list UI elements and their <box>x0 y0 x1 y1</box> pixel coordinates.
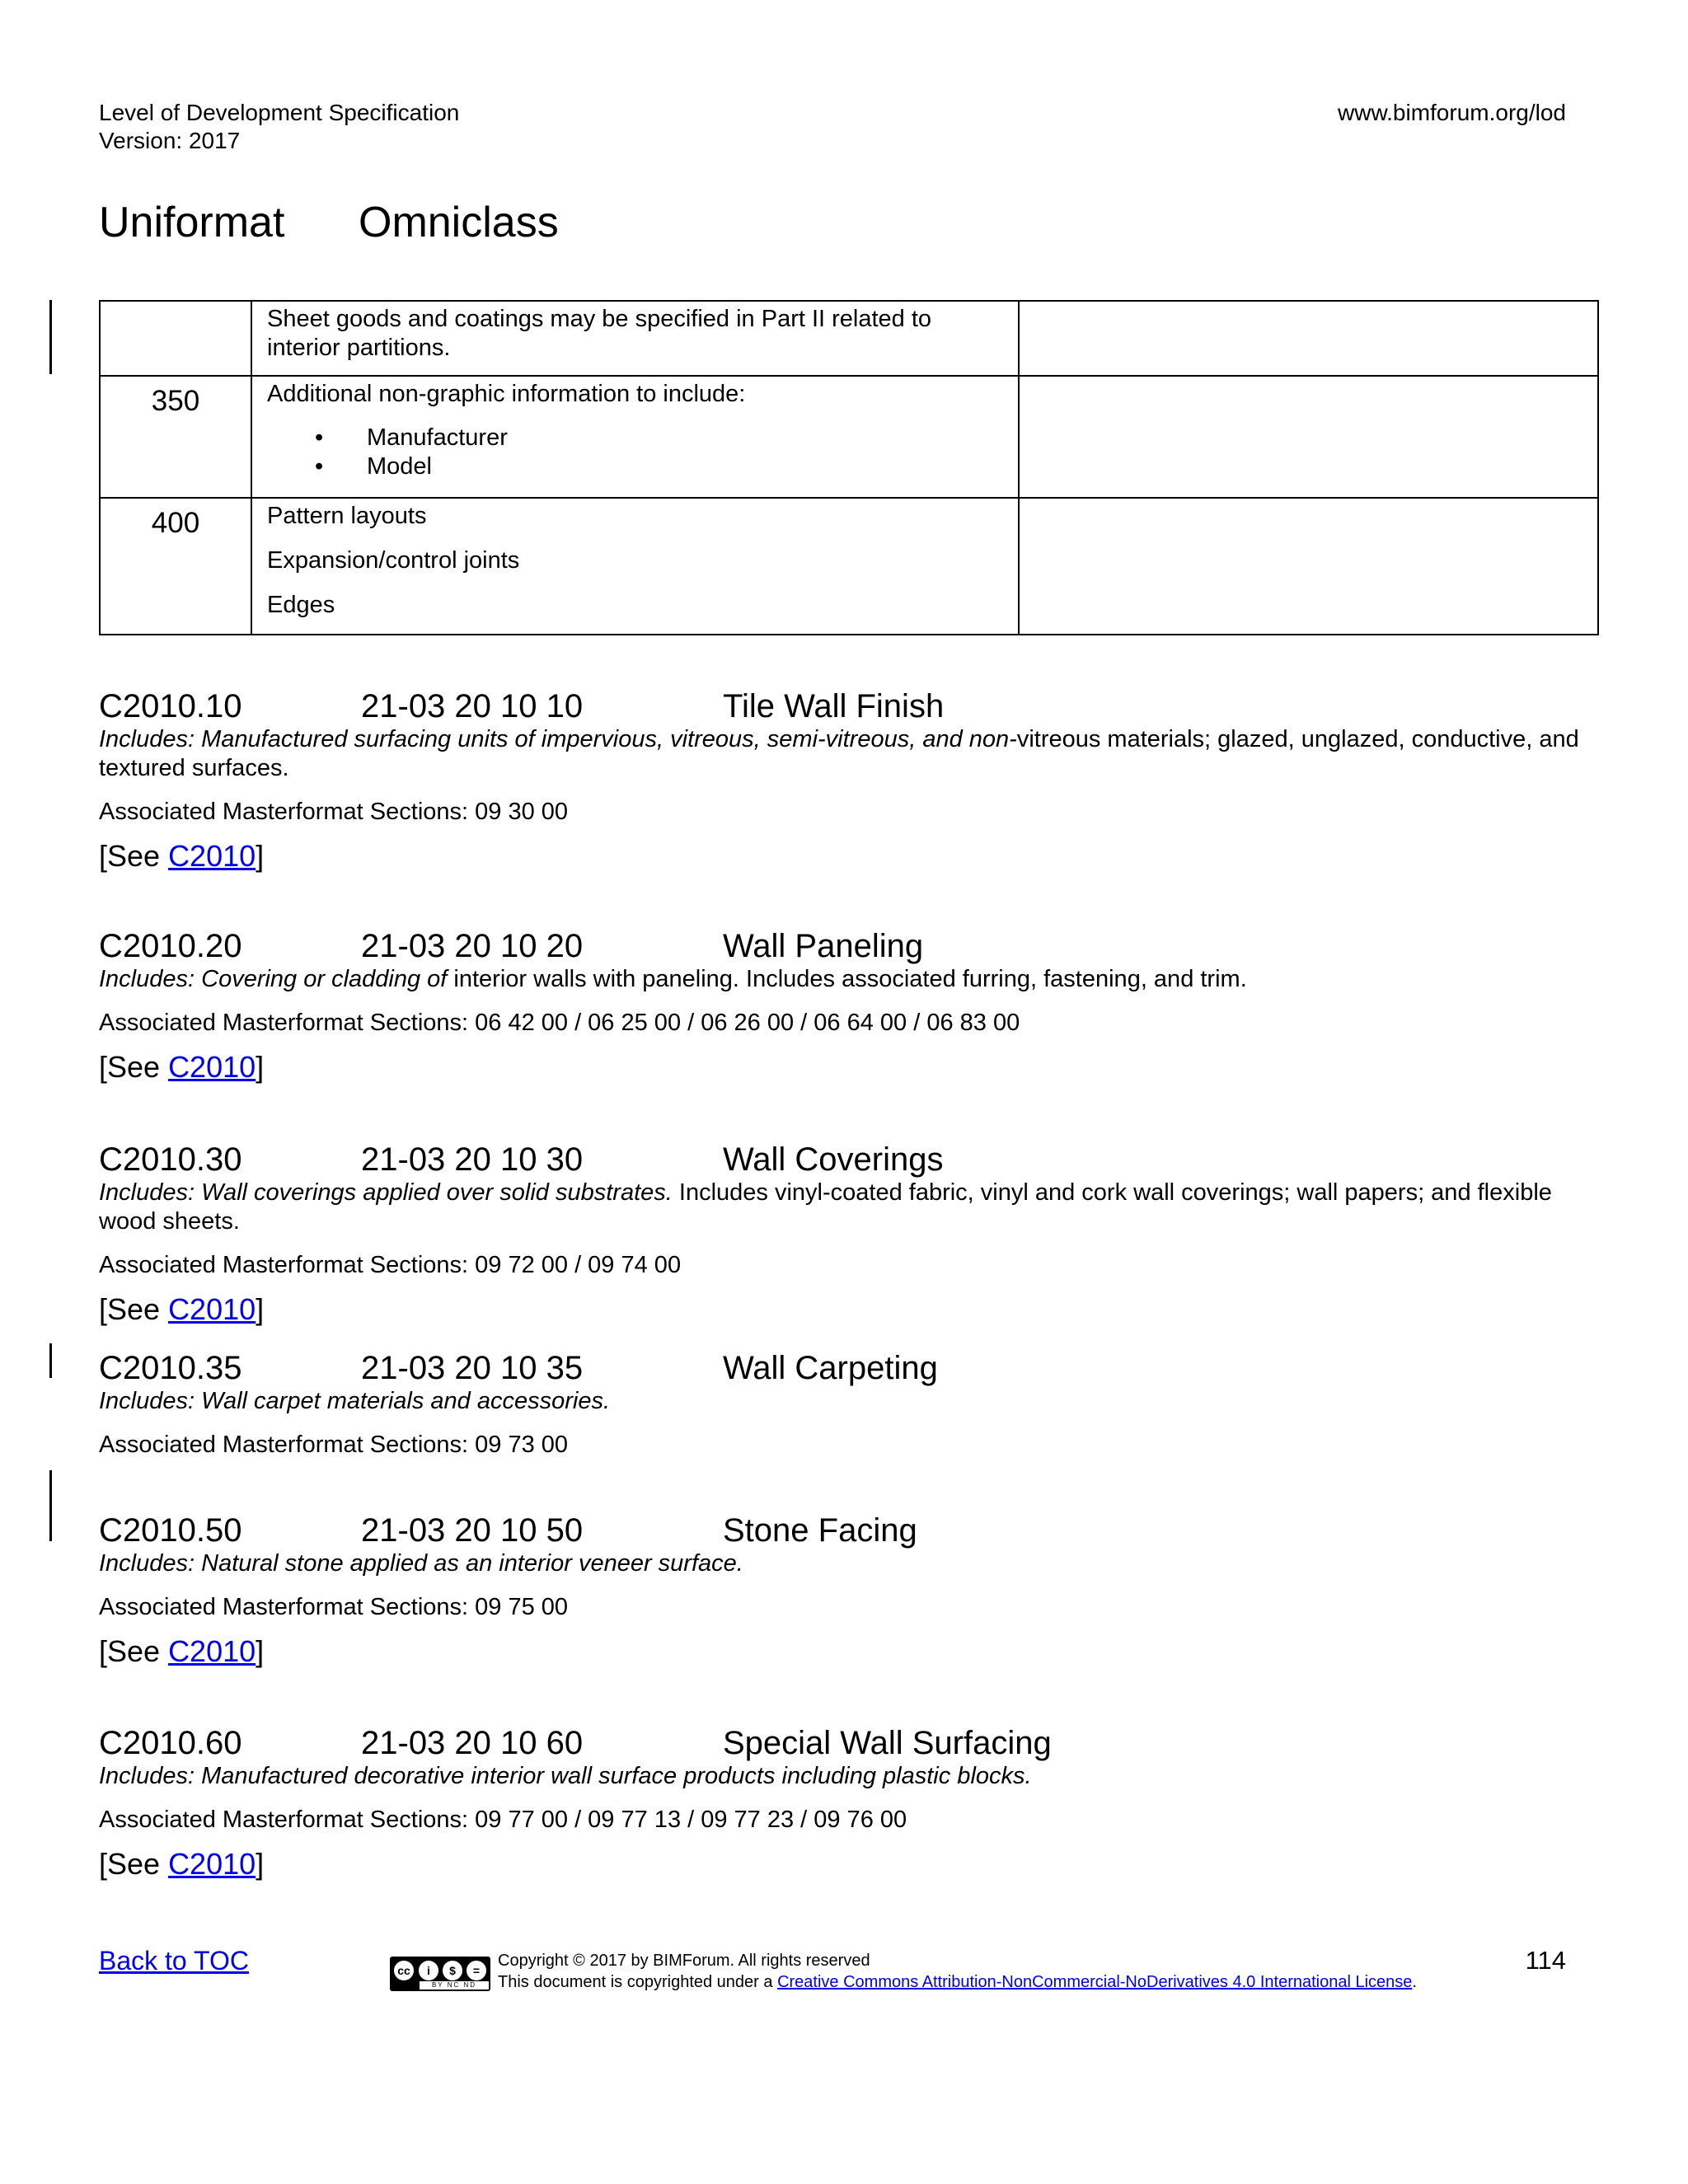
doc-title: Level of Development Specification <box>99 100 460 125</box>
page-number: 114 <box>1525 1946 1566 1975</box>
section-c2010-50 <box>99 1511 1599 1670</box>
noderivatives-icon: = <box>465 1959 488 1982</box>
includes-text <box>99 1762 1599 1791</box>
includes-lead: Includes: Wall carpet materials and accessories. <box>99 1388 611 1414</box>
masterformat-sections: Associated Masterformat Sections: 09 75 00 <box>99 1594 569 1620</box>
uniformat-code: C2010.20 <box>99 928 242 964</box>
section-title: Wall Carpeting <box>723 1350 938 1386</box>
see-suffix: ] <box>256 1847 265 1881</box>
omniclass-code: 21-03 20 10 30 <box>361 1141 584 1178</box>
uniformat-code: C2010.30 <box>99 1141 242 1178</box>
section-title: Wall Coverings <box>723 1141 944 1178</box>
see-c2010-link[interactable]: C2010 <box>168 839 256 873</box>
section-heading <box>99 1511 1599 1549</box>
lod-table <box>99 300 1599 635</box>
list-item <box>267 452 1003 481</box>
doc-version: Version: 2017 <box>99 128 241 153</box>
section-heading <box>99 927 1599 965</box>
see-reference <box>99 1049 1599 1085</box>
list-item-text: Model <box>367 453 432 480</box>
includes-text <box>99 965 1599 994</box>
section-c2010-35 <box>99 1349 1599 1460</box>
see-c2010-link[interactable]: C2010 <box>168 1847 256 1881</box>
includes-rest: vitreous materials; glazed, unglazed, conductive, and textured surfaces. <box>99 726 1579 781</box>
license-notice <box>498 1971 1417 1993</box>
header-url: www.bimforum.org/lod <box>1338 100 1566 125</box>
copyright-notice: Copyright © 2017 by BIMForum. All rights reserved <box>498 1952 870 1970</box>
level-cell: 400 <box>100 498 251 635</box>
see-prefix: [See <box>99 1050 169 1084</box>
see-reference <box>99 1291 1599 1328</box>
section-c2010-30 <box>99 1141 1599 1328</box>
section-title: Tile Wall Finish <box>723 688 945 724</box>
omniclass-code: 21-03 20 10 50 <box>361 1512 584 1549</box>
list-item <box>267 424 1003 452</box>
see-c2010-link[interactable]: C2010 <box>168 1292 256 1326</box>
masterformat-sections: Associated Masterformat Sections: 09 72 00 / 09 74 00 <box>99 1252 682 1278</box>
section-title: Special Wall Surfacing <box>723 1725 1052 1761</box>
table-row <box>100 376 1598 498</box>
see-prefix: [See <box>99 839 169 873</box>
back-to-toc-link[interactable]: Back to TOC <box>99 1946 249 1975</box>
uniformat-code: C2010.10 <box>99 688 242 724</box>
section-title: Stone Facing <box>723 1512 917 1549</box>
section-heading <box>99 1141 1599 1179</box>
includes-text <box>99 725 1599 783</box>
see-c2010-link[interactable]: C2010 <box>168 1050 256 1084</box>
notes-cell <box>1019 498 1598 635</box>
change-bar <box>49 1343 52 1378</box>
license-prefix: This document is copyrighted under a <box>498 1973 778 1991</box>
section-heading <box>99 687 1599 725</box>
see-c2010-link[interactable]: C2010 <box>168 1634 256 1668</box>
level-cell <box>100 301 251 376</box>
masterformat-sections: Associated Masterformat Sections: 09 77 00 / 09 77 13 / 09 77 23 / 09 76 00 <box>99 1807 907 1833</box>
license-link[interactable]: Creative Commons Attribution-NonCommercial-NoDerivatives 4.0 International License <box>777 1973 1413 1991</box>
omniclass-code: 21-03 20 10 35 <box>361 1350 584 1386</box>
cc-icon: cc <box>392 1959 415 1982</box>
section-title: Wall Paneling <box>723 928 924 964</box>
see-prefix: [See <box>99 1847 169 1881</box>
see-suffix: ] <box>256 1634 265 1668</box>
see-suffix: ] <box>256 1292 265 1326</box>
change-bar <box>49 300 52 374</box>
omniclass-code: 21-03 20 10 60 <box>361 1725 584 1761</box>
table-row <box>100 301 1598 376</box>
section-heading <box>99 1349 1599 1387</box>
includes-lead: Includes: Covering or cladding of <box>99 966 454 992</box>
level-cell: 350 <box>100 376 251 498</box>
see-suffix: ] <box>256 839 265 873</box>
page-title-uniformat: Uniformat <box>99 199 285 246</box>
notes-cell <box>1019 376 1598 498</box>
see-reference <box>99 838 1599 874</box>
badge-tags: BY NC ND <box>420 1981 489 1990</box>
includes-rest: interior walls with paneling. Includes associated furring, fastening, and trim. <box>453 966 1247 992</box>
includes-text <box>99 1387 1599 1416</box>
see-prefix: [See <box>99 1292 169 1326</box>
change-bar <box>49 1470 52 1541</box>
includes-lead: Includes: Wall coverings applied over solid substrates. <box>99 1179 673 1206</box>
row-text: Additional non-graphic information to include: <box>267 381 746 407</box>
includes-rest: Includes vinyl-coated fabric, vinyl and cork wall coverings; wall papers; and flexible wood sheets. <box>99 1179 1552 1235</box>
includes-text <box>99 1179 1599 1236</box>
masterformat-sections: Associated Masterformat Sections: 09 30 00 <box>99 799 569 825</box>
row-text: Edges <box>267 592 335 618</box>
bullet-icon: • <box>315 453 324 480</box>
bullet-list <box>267 424 1003 481</box>
row-text: Sheet goods and coatings may be specified in Part II related to interior partitions. <box>267 306 932 361</box>
list-item-text: Manufacturer <box>367 424 508 451</box>
page-title-omniclass: Omniclass <box>359 199 559 246</box>
uniformat-code: C2010.50 <box>99 1512 242 1549</box>
see-reference <box>99 1633 1599 1670</box>
creative-commons-badge-icon <box>390 1957 490 1991</box>
description-cell <box>251 301 1019 376</box>
row-text: Pattern layouts <box>267 503 427 529</box>
uniformat-code: C2010.35 <box>99 1350 242 1386</box>
section-c2010-10 <box>99 687 1599 874</box>
includes-text <box>99 1549 1599 1578</box>
uniformat-code: C2010.60 <box>99 1725 242 1761</box>
section-heading <box>99 1724 1599 1762</box>
see-prefix: [See <box>99 1634 169 1668</box>
masterformat-sections: Associated Masterformat Sections: 06 42 00 / 06 25 00 / 06 26 00 / 06 64 00 / 06 83 00 <box>99 1010 1020 1036</box>
masterformat-sections: Associated Masterformat Sections: 09 73 00 <box>99 1432 569 1458</box>
section-c2010-20 <box>99 927 1599 1085</box>
table-row <box>100 498 1598 635</box>
omniclass-code: 21-03 20 10 10 <box>361 688 584 724</box>
notes-cell <box>1019 301 1598 376</box>
bullet-icon: • <box>315 424 324 451</box>
row-text: Expansion/control joints <box>267 547 520 574</box>
attribution-icon: i <box>417 1959 440 1982</box>
see-reference <box>99 1846 1599 1882</box>
includes-lead: Includes: Manufactured surfacing units of impervious, vitreous, semi-vitreous, and non- <box>99 726 1017 752</box>
description-cell <box>251 376 1019 498</box>
section-c2010-60 <box>99 1724 1599 1882</box>
includes-lead: Includes: Natural stone applied as an interior veneer surface. <box>99 1550 743 1577</box>
see-suffix: ] <box>256 1050 265 1084</box>
noncommercial-icon: $ <box>441 1959 464 1982</box>
description-cell <box>251 498 1019 635</box>
license-suffix: . <box>1412 1973 1417 1991</box>
omniclass-code: 21-03 20 10 20 <box>361 928 584 964</box>
includes-lead: Includes: Manufactured decorative interior wall surface products including plastic blocks. <box>99 1763 1032 1789</box>
